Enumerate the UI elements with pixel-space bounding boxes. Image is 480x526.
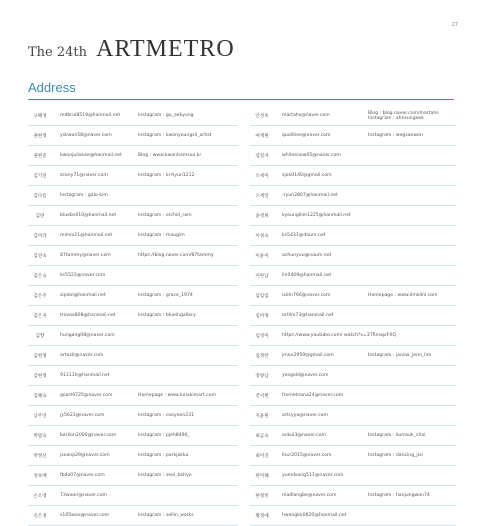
artist-email: jseonp29@naver.com [60,453,110,458]
artist-name: 오세연 [255,193,269,199]
artist-name: 여재현 [255,133,269,139]
address-column-left [28,106,238,526]
artist-email: trovoo808@hanmail.net [60,313,116,318]
artist-email: mdbrul8519@hanmail.net [60,113,121,118]
address-row [250,306,456,326]
address-row [250,406,456,426]
artist-email: kwonjulianse@hanmail.net [60,153,122,158]
address-row [28,166,238,186]
sns-line: Blog : blog.naver.com/martahs [368,110,439,116]
artist-email: fbdo07@naver.com [60,473,105,478]
sns-line: Instagram : hanjungwon74 [368,493,430,498]
heading-rule [28,99,454,100]
address-row [250,366,456,386]
artist-name: 황경애 [255,513,269,519]
artist-sns [138,513,238,518]
address-column-right [250,106,456,526]
address-row [250,166,456,186]
artist-name: 최미진 [255,453,269,459]
artist-email: sjoo0140@gmail.com [282,173,332,178]
artist-email: zcony71@naver.com [60,173,108,178]
artist-email: jmon2959@gmail.com [282,353,334,358]
artist-name: 염길자 [255,153,269,159]
address-row [28,486,238,506]
artist-sns [138,313,238,318]
address-row [28,446,238,466]
artist-email: lin0409@hanmail.net [282,273,332,278]
artist-email: Instagram : galo-kim [60,193,108,198]
artist-email: martahs@naver.com [282,113,330,118]
artist-name: 김향 [35,333,45,339]
address-row [250,326,456,346]
artist-sns [368,293,456,298]
artist-name: 전서현 [255,393,269,399]
sns-line: Instagram : gu_aekyung [138,113,194,118]
artist-sns [368,453,456,458]
address-row [250,286,456,306]
artist-name: 최금숙 [255,433,269,439]
artist-email: 91111h@hanmail.net [60,373,110,378]
sns-line: Instagram : kumsuk_choi [368,433,426,438]
address-row [250,246,456,266]
artist-email: madlangbe@naver.com [282,493,337,498]
sns-line: Instagram : parkjakka [138,453,189,458]
address-row [250,386,456,406]
artist-email: hwangkk0820@hanmail.net [282,513,347,518]
sns-line: Instagram : grace_1974 [138,293,193,298]
address-row [28,266,238,286]
artist-name: 김현정 [33,373,47,379]
page-title [28,36,235,63]
artist-email: artazit@naver.com [60,353,104,358]
artist-email: https://www.youtube.com/ watch?v=3TRnsqxFXQ [282,333,397,338]
artist-name: 박범숙 [33,433,47,439]
artist-sns [368,111,456,121]
address-row [250,266,456,286]
artist-sns [138,473,238,478]
address-row [250,226,456,246]
address-row [250,426,456,446]
address-row [28,426,238,446]
artist-email: yumdsang511@naver.com [282,473,344,478]
address-row [28,186,238,206]
artist-name: 김기연 [33,173,47,179]
artist-name: 이한남 [255,273,269,279]
artist-email: -ryun2807@hanmail.net [282,193,338,198]
address-row [28,206,238,226]
artist-sns [138,233,238,238]
artist-name: 성보배 [33,473,47,479]
artist-name: 오세미 [255,173,269,179]
sns-line: Instagram : kwonyoungsil_artist [138,133,212,138]
artist-email: kyoungilim1225@hanmail.net [282,213,351,218]
artist-sns [138,213,238,218]
artist-name: 임정란 [255,353,269,359]
artist-sns [138,413,238,418]
sns-line: Instagram : dancing_jixi [368,453,423,458]
address-row [28,506,238,526]
artist-email: artcyya@naver.com [282,413,328,418]
artist-sns [138,433,238,438]
address-row [250,146,456,166]
artist-sns [138,393,238,398]
address-row [28,386,238,406]
sns-line: Homepage : www.ilmklinl.com [368,293,438,298]
artist-name: 구혜경 [33,113,47,119]
artist-name: 남주연 [33,413,47,419]
artist-email: artlim73@hanmail.net [282,313,334,318]
section-heading: Address [28,80,76,95]
artist-email: jy5623@naver.com [60,413,105,418]
artist-email: goart9725@naver.com [60,393,113,398]
title-name: ARTMETRO [96,36,235,62]
sns-line: Blog : www.kwonhamsoo.kr [138,153,202,158]
address-row [250,486,456,506]
sns-line: Instagram : pjeh8490_ [138,433,190,438]
sns-line: Instagram : maugim [138,233,185,238]
address-row [28,146,238,166]
address-row [28,246,238,266]
artist-sns [138,153,238,158]
address-row [250,126,456,146]
artist-name: 권현정 [33,133,47,139]
artist-sns [138,133,238,138]
artist-name: 김은주 [33,293,47,299]
address-row [250,346,456,366]
sns-line: Instagram : wegsaewon [368,133,423,138]
address-row [28,286,238,306]
artist-name: 김현정 [33,353,47,359]
artist-sns [138,293,238,298]
artist-name: 김연숙 [33,253,47,259]
artist-email: ks5522@naver.com [60,273,106,278]
artist-sns [368,433,456,438]
artist-email: ocbul3@naver.com [282,433,326,438]
artist-name: 김혜숙 [33,393,47,399]
artist-email: ixilm766@naver.com [282,293,331,298]
artist-email: 87tammy@naver.com [60,253,111,258]
artist-email: bluebell10@hanmail.net [60,213,117,218]
artist-name: 장양남 [255,373,269,379]
artist-name: 한미혜 [255,473,269,479]
artist-name: 윤영희 [255,213,269,219]
artist-email: llssr2015@naver.com [282,453,332,458]
artist-email: 73woori@naver.com [60,493,107,498]
artist-name: 안성옥 [255,113,269,119]
artist-email: whitesnow05@naver.com [282,153,341,158]
address-row [250,186,456,206]
address-row [28,106,238,126]
artist-name: 김란 [35,213,45,219]
address-row [28,466,238,486]
artist-name: 박정선 [33,453,47,459]
sns-line: Instagram : blueingallery [138,313,196,318]
artist-name: 이성숙 [255,233,269,239]
artist-email: zipdol@hanmail.net [60,293,106,298]
artist-sns [368,493,456,498]
address-row [250,466,456,486]
title-edition: The 24th [28,45,88,60]
address-row [250,506,456,526]
artist-sns [138,253,238,258]
artist-email: ks5431@daum.net [282,233,326,238]
artist-name: 임임임 [255,293,269,299]
address-row [28,306,238,326]
artist-email: yesgold@naver.com [282,373,329,378]
artist-sns [138,113,238,118]
artist-sns [368,133,456,138]
artist-email: frometnana24@naver.com [282,393,344,398]
artist-name: 권현준 [33,153,47,159]
artist-email: barlion2000@naver.com [60,433,117,438]
artist-sns [138,453,238,458]
address-row [250,446,456,466]
address-row [28,366,238,386]
artist-name: 이윤이 [255,253,269,259]
address-row [250,206,456,226]
artist-sns [368,353,456,358]
artist-email: achunyuu@naum.net [282,253,332,258]
sns-line: Homepage : www.lunakimart.com [138,393,216,398]
address-row [28,226,238,246]
artist-name: 손소영 [33,493,47,499]
page-number: 27 [451,22,458,28]
sns-line: Instagram : ahnsungeok [368,115,424,121]
artist-name: 김은지 [33,313,47,319]
artist-email: hungang08@naver.com [60,333,115,338]
address-row [28,406,238,426]
artist-name: 김미라 [33,233,47,239]
artist-name: 김은숙 [33,273,47,279]
artist-name: 김다름 [33,193,47,199]
artist-name: 신은경 [33,513,47,519]
sns-line: Instagram : orchid_ram [138,213,192,218]
sns-line: Instagram : janiax_jenn_lim [368,353,432,358]
address-row [250,106,456,126]
artist-email: yskwon58@naver.com [60,133,112,138]
sns-line: Instagram : ki-hyun1212 [138,173,195,178]
address-row [28,126,238,146]
artist-sns [138,173,238,178]
address-row [28,346,238,366]
artist-name: 지윤원 [255,413,269,419]
artist-email: s105woo@naver.com [60,513,110,518]
artist-name: 한정빈 [255,493,269,499]
artist-email: qualitiee@naver.com [282,133,331,138]
sns-line: Instagram : cooyeon231 [138,413,195,418]
artist-email: mimio21@hanmail.net [60,233,113,238]
artist-name: 임영미 [255,333,269,339]
address-row [28,326,238,346]
sns-line: Instagram : seol_bohyo [138,473,192,478]
sns-line: Instagram : sellin_works [138,513,194,518]
sns-line: https://blog.naver.com/87tammy [138,253,214,258]
artist-name: 임미정 [255,313,269,319]
